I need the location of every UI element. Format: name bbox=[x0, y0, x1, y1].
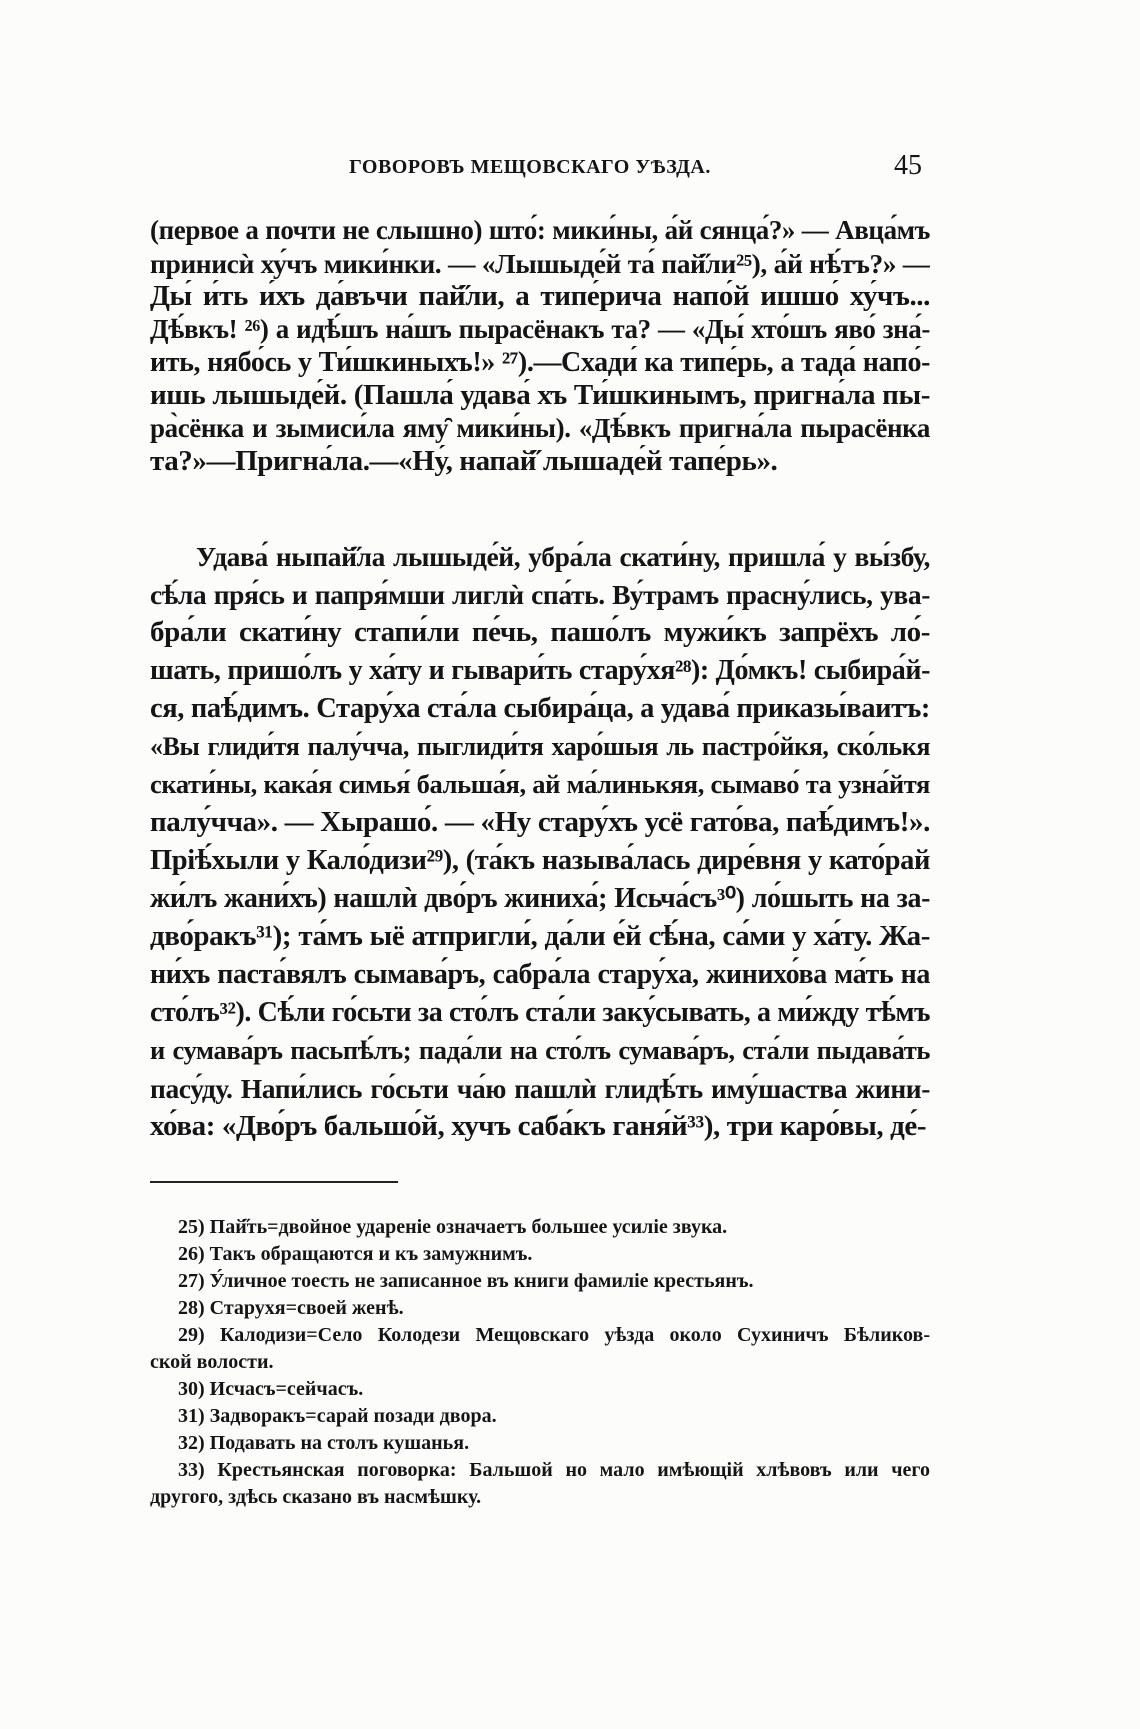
text-line: Ды́ и́ть и́хъ да́въчи пай̋ли, а типе́рича напо́й ишшо́ ху́чъ... bbox=[150, 280, 930, 312]
text-line: (первое а почти не слышно) што́: мики́ны, а́й сянца́?» — Авца́мъ bbox=[150, 215, 930, 245]
text-line: жи́лъ жани́хъ) нашлѝ дво́ръ жиниха́; Исьча́съ³⁰) ло́шыть на за- bbox=[150, 883, 930, 914]
text-line: шать, пришо́лъ у ха́ту и гывари́ть стару́хя²⁸): До́мкъ! сыбира́й- bbox=[150, 655, 930, 686]
footnote-line: 25) Пай̋ть=двойное удареніе означаетъ большее усиліе звука. bbox=[178, 1216, 728, 1238]
text-line: та?»—Пригна́ла.—«Ну́, напай̋ лышаде́й тапе́рь». bbox=[150, 445, 778, 477]
text-line: и сумава́ръ пасьпѣ́лъ; пада́ли на сто́лъ сумава́ръ, ста́ли пыдава́ть bbox=[150, 1035, 930, 1065]
text-line: палу́чча». — Хырашо́. — «Ну стару́хъ усё гато́ва, паѣ́димъ!». bbox=[150, 806, 930, 838]
text-line: бра́ли скати́ну стапи́ли пе́чь, пашо́лъ мужи́къ запрёхъ ло́- bbox=[150, 616, 930, 648]
text-line: сѣ́ла пря́сь и папря́мши лиглѝ спа́ть. Ву́трамъ прасну́лись, ува- bbox=[150, 579, 930, 610]
text-line: ра̀сёнка и зымиси́ла яму̑ мики́ны). «Дѣ́вкъ пригна́ла пырасёнка bbox=[150, 413, 930, 443]
page-header bbox=[150, 150, 930, 182]
text-line: «Вы глиди́тя палу́чча, пыглиди́тя харо́шыя ль пастро́йкя, ско́лькя bbox=[150, 732, 930, 761]
text-line: Прiѣ́хыли у Кало́дизи²⁹), (та́къ называ́лась дире́вня у като́рай bbox=[150, 845, 930, 876]
text-line: сто́лъ³²). Сѣ́ли го́сьти за сто́лъ ста́ли заку́сывать, а ми́жду тѣ́мъ bbox=[150, 997, 930, 1028]
text-line: хо́ва: «Дво́ръ бальшо́й, хучъ саба́къ ганя́й³³), три каро́вы, де́- bbox=[150, 1110, 927, 1142]
running-title: ГОВОРОВЪ МЕЩОВСКАГО УѢЗДА. bbox=[349, 156, 711, 178]
text-line: ся, паѣ́димъ. Стару́ха ста́ла сыбира́ца, а удава́ приказы́ваитъ: bbox=[150, 693, 930, 724]
footnote-line: 28) Старухя=своей женѣ. bbox=[178, 1297, 404, 1319]
footnote-divider bbox=[150, 1181, 398, 1183]
text-line: принисѝ ху́чъ мики́нки. — «Лышыде́й та́ пай̋ли²⁵), а́й нѣ́тъ?» — bbox=[150, 248, 930, 279]
footnote-line: ской волости. bbox=[150, 1351, 274, 1373]
footnote-line: другого, здѣсь сказано въ насмѣшку. bbox=[150, 1486, 482, 1508]
footnote-line: 32) Подавать на столъ кушанья. bbox=[178, 1432, 470, 1454]
paragraph bbox=[150, 214, 930, 478]
footnote-line: 29) Калодизи=Село Колодези Мещовскаго уѣзда около Сухиничъ Бѣликов- bbox=[178, 1324, 930, 1346]
text-line: ишь лышыде́й. (Пашла́ удава́ хъ Ти́шкинымъ, пригна́ла пы- bbox=[150, 379, 930, 411]
text-line: Удава́ ныпай̋ла лышыде́й, убра́ла скати́ну, пришла́ у вы́збу, bbox=[196, 541, 930, 572]
page-number: 45 bbox=[894, 150, 922, 181]
footnote-line: 30) Исчасъ=сейчасъ. bbox=[178, 1378, 364, 1400]
footnote-line: 26) Такъ обращаются и къ замужнимъ. bbox=[178, 1243, 533, 1265]
footnote-line: 33) Крестьянская поговорка: Бальшой но мало имѣющій хлѣвовъ или чего bbox=[178, 1459, 930, 1481]
text-line: скати́ны, кака́я симья́ бальша́я, ай ма́линькяя, сымаво́ та узна́йтя bbox=[150, 769, 930, 799]
text-line: дво́ракъ³¹); та́мъ ыё атпригли́, да́ли е́й сѣ́на, са́ми у ха́ту. Жа- bbox=[150, 920, 930, 952]
footnote-line: 27) У́личное тоесть не записанное въ книги фамиліе крестьянъ. bbox=[178, 1270, 754, 1292]
text-line: ить, нябо́сь у Ти́шкиныхъ!» ²⁷).—Схади́ ка типе́рь, а тада́ напо́- bbox=[150, 347, 930, 378]
footnote-line: 31) Задворакъ=сарай позади двора. bbox=[178, 1405, 497, 1427]
text-line: пасу́ду. Напи́лись го́сьти ча́ю пашлѝ глидѣ́ть иму́шаства жини- bbox=[150, 1073, 930, 1104]
footnotes bbox=[150, 1214, 930, 1511]
text-line: ни́хъ паста́вялъ сымава́ръ, сабра́ла стару́ха, жинихо́ва ма́ть на bbox=[150, 959, 930, 990]
text-line: Дѣ́вкъ! ²⁶) а идѣ́шъ на́шъ пырасёнакъ та? — «Ды́ хто́шъ яво́ зна́- bbox=[150, 314, 930, 344]
paragraph bbox=[150, 538, 930, 1146]
